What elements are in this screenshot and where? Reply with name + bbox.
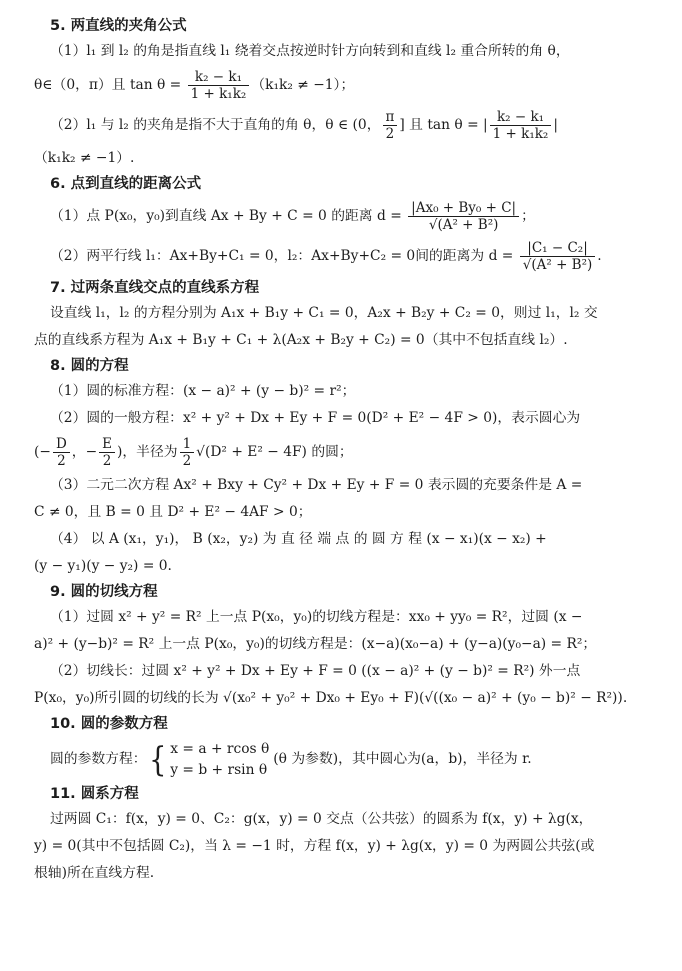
sec5-p1-line1: （1）l₁ 到 l₂ 的角是指直线 l₁ 绕着交点按逆时针方向转到和直线 l₂ 重合所转的角 θ， — [50, 43, 570, 59]
section-10-heading: 10. 圆的参数方程 — [50, 716, 168, 732]
sec5-p1-line2 — [34, 65, 648, 105]
section-5-heading: 5. 两直线的夹角公式 — [50, 18, 187, 34]
sec8-p2-l2a: (− — [34, 444, 51, 460]
sec5-p2-den: 1 + k₁k₂ — [492, 126, 549, 142]
left-brace-icon: { — [148, 739, 167, 780]
sec8-p2-line2 — [34, 432, 648, 472]
sec7-line2: 点的直线系方程为 A₁x + B₁y + C₁ + λ(A₂x + B₂y + C₂) = 0（其中不包括直线 l₂）. — [34, 332, 568, 348]
sec8-d-fraction — [53, 436, 70, 469]
document-content — [34, 14, 648, 887]
section-6-heading: 6. 点到直线的距离公式 — [50, 176, 202, 192]
sec8-p2-l2d: √(D² + E² − 4F) 的圆； — [196, 444, 353, 460]
sec6-p1b: ； — [521, 208, 535, 224]
sec8-p3-line2: C ≠ 0，且 B = 0 且 D² + E² − 4AF > 0； — [34, 504, 312, 520]
sec6-p2-fraction — [520, 240, 596, 273]
sec10-line — [34, 736, 648, 782]
section-7-heading: 7. 过两条直线交点的直线系方程 — [50, 280, 260, 296]
sec8-p3-line1: （3）二元二次方程 Ax² + Bxy + Cy² + Dx + Ey + F = 0 表示圆的充要条件是 A = — [50, 477, 583, 493]
sec9-p2-line1: （2）切线长：过圆 x² + y² + Dx + Ey + F = 0 ((x − a)² + (y − b)² = R²) 外一点 — [50, 663, 581, 679]
sec9-p2-line2: P(x₀，y₀)所引圆的切线的长为 √(x₀² + y₀² + Dx₀ + Ey₀ + F)(√((x₀ − a)² + (y₀ − b)² − R²)). — [34, 690, 628, 706]
sec6-p1-num: |Ax₀ + By₀ + C| — [408, 200, 519, 217]
sec5-p2-l1a: （2）l₁ 与 l₂ 的夹角是指不大于直角的角 θ，θ ∈ (0， — [50, 117, 381, 133]
sec5-p2-l1c: | — [553, 117, 558, 133]
sec8-p2-l2b: ，− — [71, 444, 98, 460]
sec8-d-den: 2 — [57, 453, 66, 469]
sec8-half-fraction — [180, 436, 195, 469]
sec5-p1-num: k₂ − k₁ — [188, 69, 250, 86]
sec6-p1-den: √(A² + B²) — [428, 217, 499, 233]
sec8-e-fraction — [99, 436, 115, 469]
sec5-p2-num: k₂ − k₁ — [490, 109, 552, 126]
sec8-half-num: 1 — [180, 436, 195, 453]
sec5-p2-fraction — [490, 109, 552, 142]
sec11-line2: y) = 0(其中不包括圆 C₂)，当 λ = −1 时，方程 f(x，y) + λg(x，y) = 0 为两圆公共弦(或 — [34, 838, 595, 854]
sec5-p2-line1 — [34, 105, 648, 145]
section-8-heading: 8. 圆的方程 — [50, 358, 129, 374]
sec8-e-num: E — [99, 436, 115, 453]
sec5-p2-l1b: ] 且 tan θ = | — [399, 117, 488, 133]
sec9-p1-line1: （1）过圆 x² + y² = R² 上一点 P(x₀，y₀)的切线方程是：xx₀ + yy₀ = R²，过圆 (x − — [50, 609, 583, 625]
section-11-heading: 11. 圆系方程 — [50, 786, 139, 802]
sec8-e-den: 2 — [102, 453, 112, 469]
sec5-p2-pi-num: π — [383, 109, 398, 126]
sec8-p4-line1: （4） 以 A (x₁，y₁)， B (x₂，y₂) 为 直 径 端 点 的 圆 方 程 (x − x₁)(x − x₂) + — [50, 531, 547, 547]
sec8-p2-line1: （2）圆的一般方程：x² + y² + Dx + Ey + F = 0(D² + E² − 4F > 0)，表示圆心为 — [50, 410, 581, 426]
sec9-p1-line2: a)² + (y−b)² = R² 上一点 P(x₀，y₀)的切线方程是：(x−a)(x₀−a) + (y−a)(y₀−a) = R²； — [34, 636, 597, 652]
sec8-d-num: D — [53, 436, 70, 453]
sec11-line1: 过两圆 C₁：f(x，y) = 0、C₂：g(x，y) = 0 交点（公共弦）的圆系为 f(x，y) + λg(x， — [50, 811, 593, 827]
sec5-p1-l2b: （k₁k₂ ≠ −1）； — [251, 77, 355, 93]
sec6-p1-fraction — [408, 200, 519, 233]
sec10-lead: 圆的参数方程： — [50, 751, 147, 767]
sec6-p2-den: √(A² + B²) — [522, 257, 593, 273]
sec6-p1a: （1）点 P(x₀，y₀)到直线 Ax + By + C = 0 的距离 d = — [50, 208, 407, 224]
sec5-p2-pi-fraction — [383, 109, 398, 142]
sec11-line3: 根轴)所在直线方程. — [34, 865, 155, 881]
sec6-p2 — [34, 236, 648, 276]
sec5-p1-den: 1 + k₁k₂ — [190, 86, 247, 102]
sec8-p4-line2: (y − y₁)(y − y₂) = 0. — [34, 558, 172, 574]
sec8-p2-l2c: )，半径为 — [117, 444, 178, 460]
sec10-eq2: y = b + rsin θ — [170, 761, 268, 778]
sec5-p2-pi-den: 2 — [385, 126, 395, 142]
sec10-tail: (θ 为参数)，其中圆心为(a，b)，半径为 r. — [273, 751, 532, 767]
sec7-line1: 设直线 l₁，l₂ 的方程分别为 A₁x + B₁y + C₁ = 0，A₂x + B₂y + C₂ = 0，则过 l₁，l₂ 交 — [50, 305, 598, 321]
sec6-p2b: . — [597, 248, 602, 264]
sec5-p1-fraction — [188, 69, 250, 102]
sec6-p2a: （2）两平行线 l₁：Ax+By+C₁ = 0，l₂：Ax+By+C₂ = 0间的距离为 d = — [50, 248, 518, 264]
sec10-eq1: x = a + rcos θ — [170, 740, 270, 757]
sec5-p2-line2: （k₁k₂ ≠ −1）. — [34, 150, 135, 166]
sec8-p1: （1）圆的标准方程：(x − a)² + (y − b)² = r²； — [50, 383, 356, 399]
sec6-p1 — [34, 196, 648, 236]
sec10-system — [147, 739, 270, 781]
sec5-p1-l2a: θ∈（0，π）且 tan θ = — [34, 77, 186, 93]
section-9-heading: 9. 圆的切线方程 — [50, 584, 158, 600]
sec8-half-den: 2 — [182, 453, 192, 469]
sec6-p2-num: |C₁ − C₂| — [520, 240, 596, 257]
sec10-system-lines — [170, 739, 269, 781]
